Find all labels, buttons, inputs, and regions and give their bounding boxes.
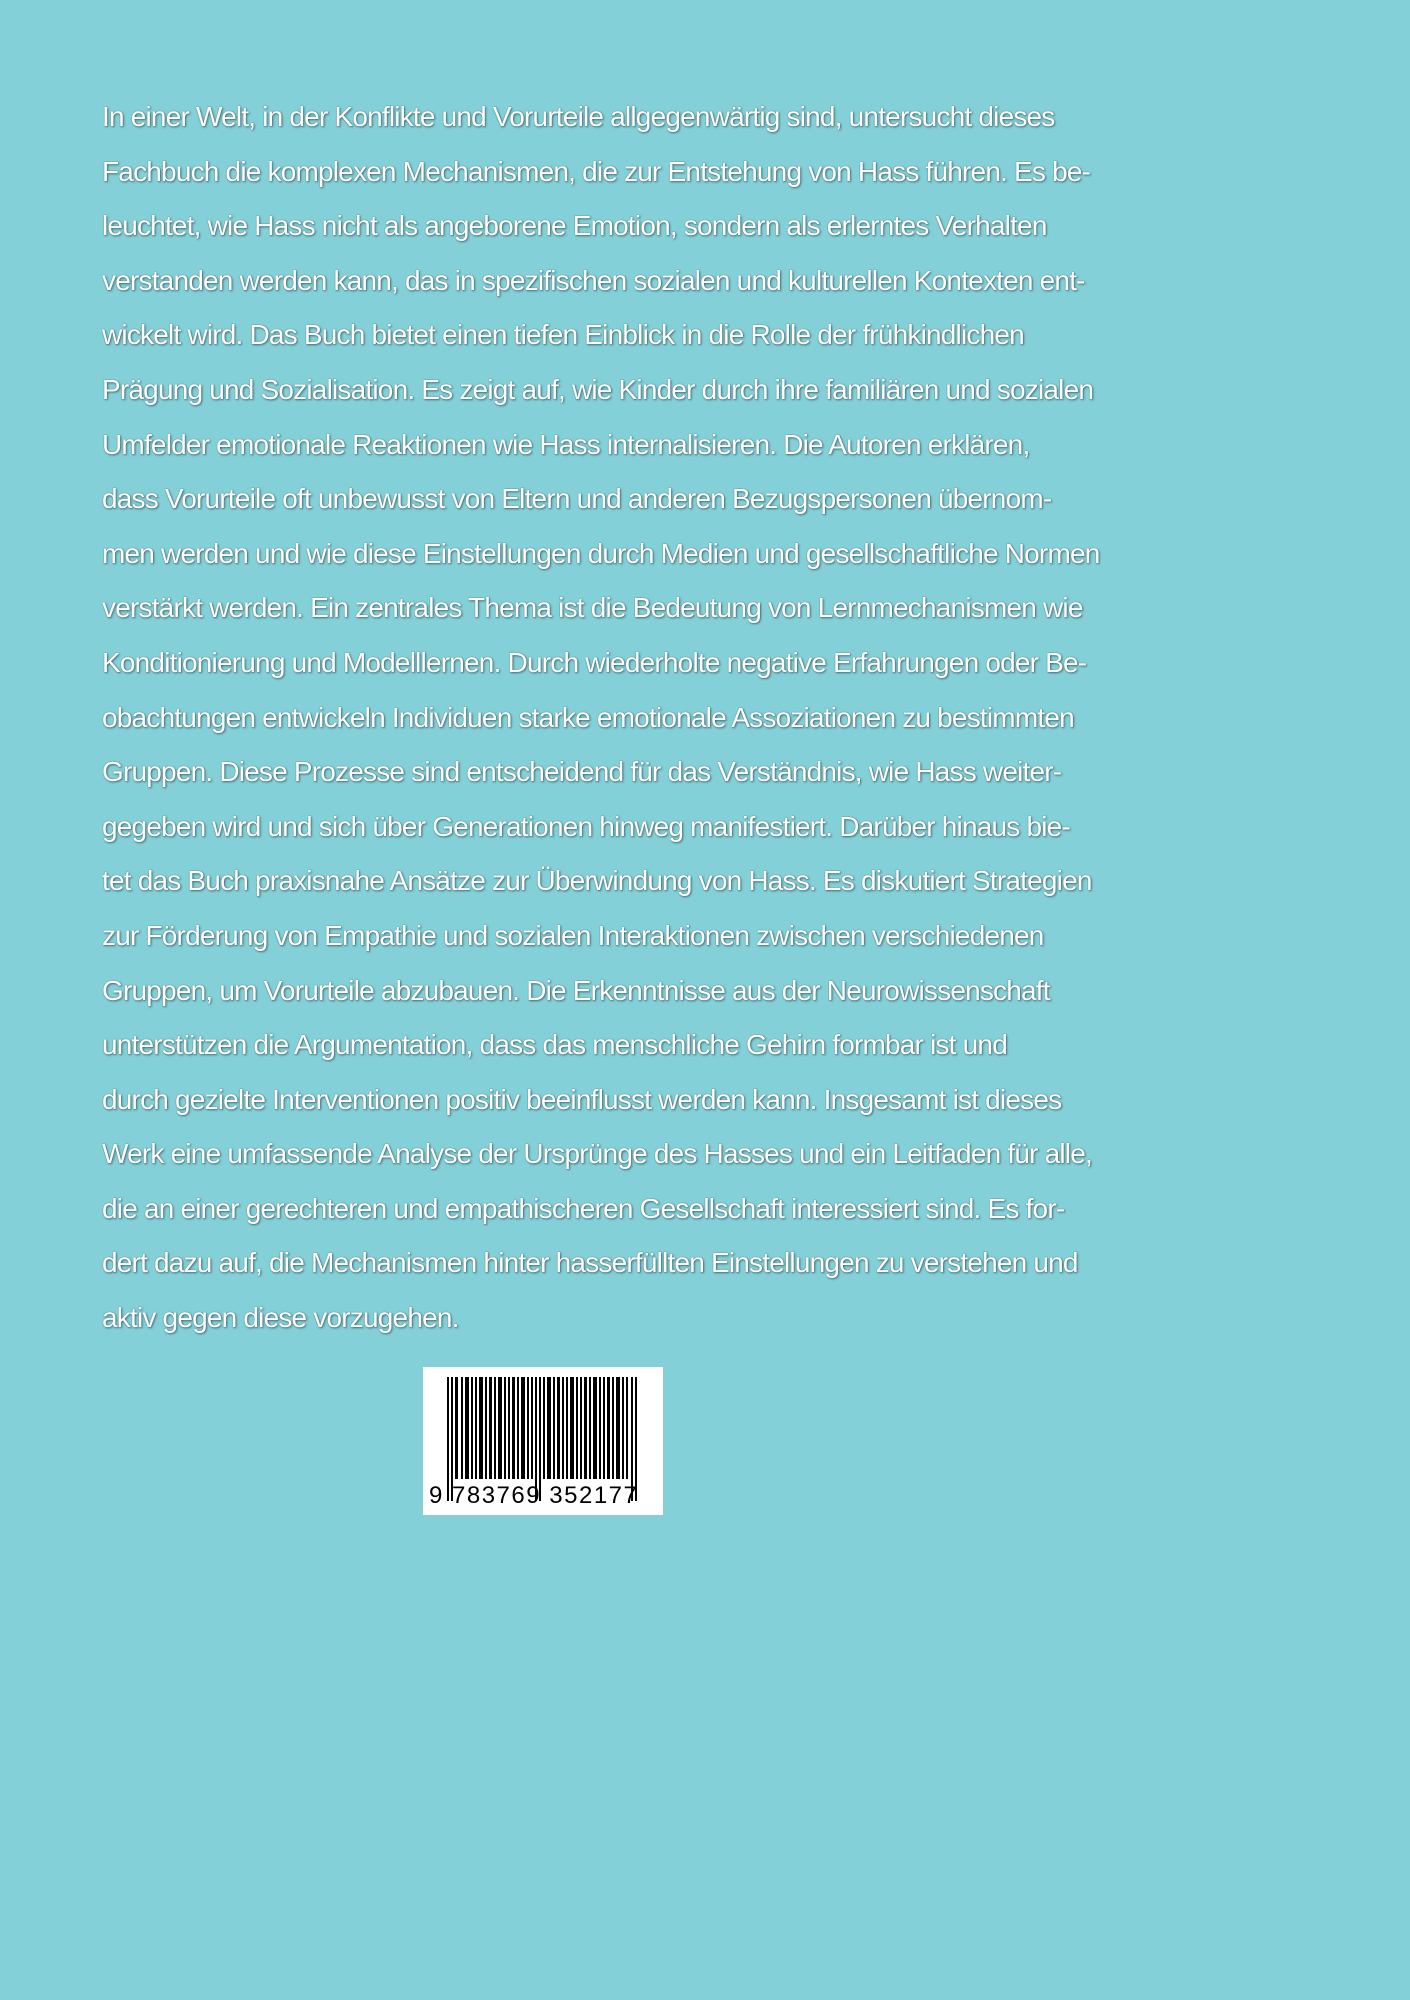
blurb-line: men werden und wie diese Einstellungen durch Medien und gesellschaftliche Normen <box>102 537 1100 569</box>
blurb-line: verstanden werden kann, das in spezifischen sozialen und kulturellen Kontexten ent- <box>102 264 1085 296</box>
blurb-line: unterstützen die Argumentation, dass das menschliche Gehirn formbar ist und <box>102 1029 1007 1061</box>
blurb-line: In einer Welt, in der Konflikte und Vorurteile allgegenwärtig sind, untersucht dieses <box>102 101 1055 132</box>
blurb-line: Gruppen. Diese Prozesse sind entscheidend für das Verständnis, wie Hass weiter- <box>102 756 1062 788</box>
blurb-line: wickelt wird. Das Buch bietet einen tiefen Einblick in die Rolle der frühkindlichen <box>102 319 1024 351</box>
blurb-line: zur Förderung von Empathie und sozialen Interaktionen zwischen verschiedenen <box>102 919 1044 951</box>
blurb-line: die an einer gerechteren und empathischeren Gesellschaft interessiert sind. Es for- <box>102 1192 1065 1224</box>
blurb-line: dert dazu auf, die Mechanismen hinter hasserfüllten Einstellungen zu verstehen und <box>102 1247 1078 1279</box>
blurb-line: leuchtet, wie Hass nicht als angeborene Emotion, sondern als erlerntes Verhalten <box>102 210 1047 242</box>
blurb-line: aktiv gegen diese vorzugehen. <box>102 1302 459 1334</box>
isbn-number: 9 783769 352177 <box>429 1482 639 1509</box>
blurb-line: Konditionierung und Modelllernen. Durch wiederholte negative Erfahrungen oder Be- <box>102 646 1087 678</box>
blurb-line: Umfelder emotionale Reaktionen wie Hass internalisieren. Die Autoren erklären, <box>102 428 1030 460</box>
blurb-text <box>102 90 1100 1346</box>
blurb-line: dass Vorurteile oft unbewusst von Eltern und anderen Bezugspersonen übernom- <box>102 483 1052 515</box>
isbn-barcode <box>423 1367 663 1515</box>
blurb-line: durch gezielte Interventionen positiv beeinflusst werden kann. Insgesamt ist dieses <box>102 1083 1062 1115</box>
blurb-line: gegeben wird und sich über Generationen hinweg manifestiert. Darüber hinaus bie- <box>102 810 1070 842</box>
blurb-line: Gruppen, um Vorurteile abzubauen. Die Erkenntnisse aus der Neurowissenschaft <box>102 974 1050 1006</box>
blurb-line: Prägung und Sozialisation. Es zeigt auf, wie Kinder durch ihre familiären und sozialen <box>102 373 1094 405</box>
blurb-line: Werk eine umfassende Analyse der Ursprünge des Hasses und ein Leitfaden für alle, <box>102 1138 1092 1170</box>
blurb-line: tet das Buch praxisnahe Ansätze zur Überwindung von Hass. Es diskutiert Strategien <box>102 865 1092 897</box>
blurb-line: Fachbuch die komplexen Mechanismen, die zur Entstehung von Hass führen. Es be- <box>102 155 1091 187</box>
blurb-line: verstärkt werden. Ein zentrales Thema ist die Bedeutung von Lernmechanismen wie <box>102 592 1083 624</box>
blurb-line: obachtungen entwickeln Individuen starke emotionale Assoziationen zu bestimmten <box>102 701 1074 733</box>
